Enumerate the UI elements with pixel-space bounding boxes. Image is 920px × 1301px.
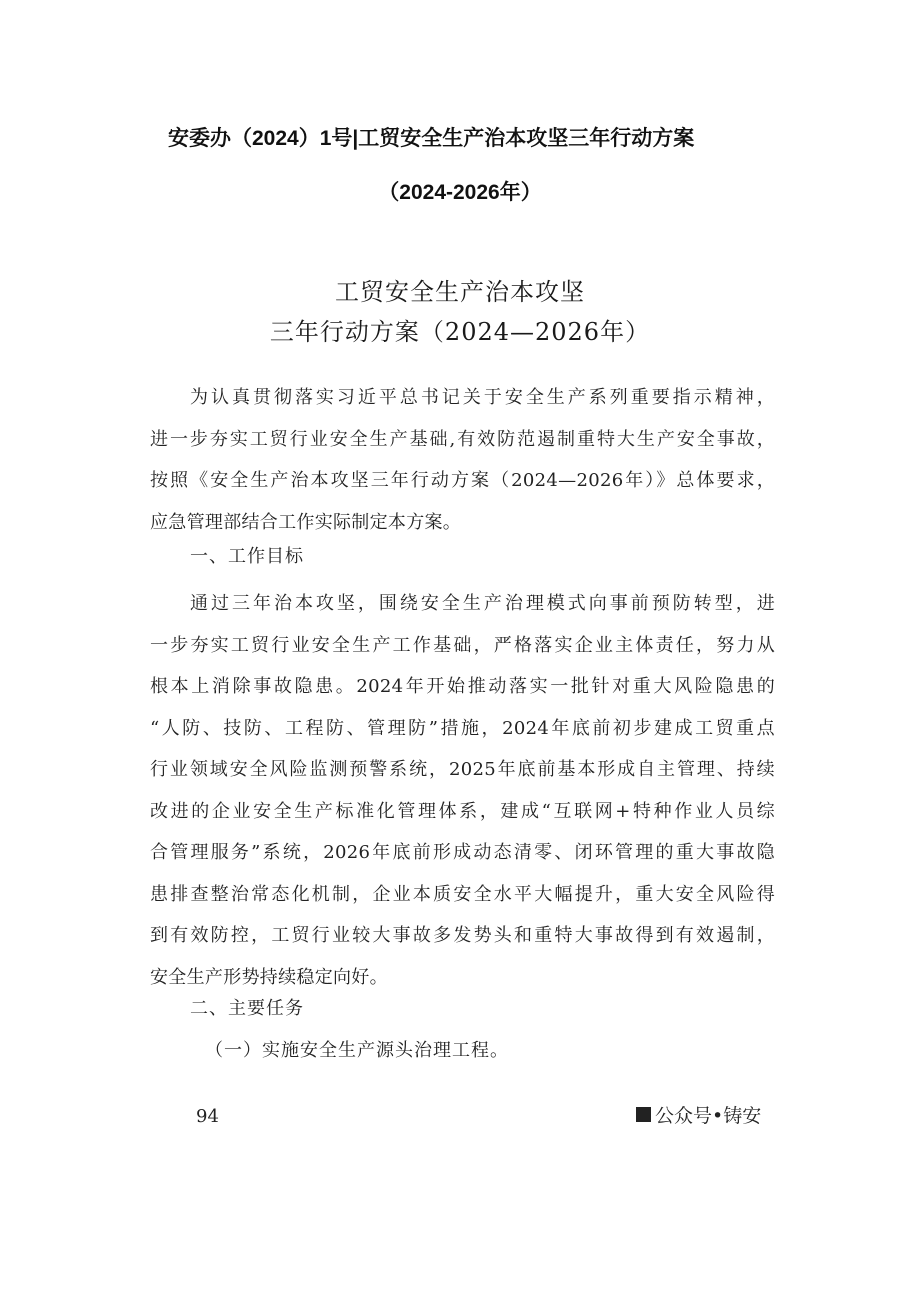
subsection-heading-source-governance: （一）实施安全生产源头治理工程。 — [205, 1040, 509, 1061]
paragraph-line: 安全生产形势持续稳定向好。 — [150, 966, 388, 988]
paragraph-line: 改进的企业安全生产标准化管理体系，建成“互联网+特种作业人员综 — [150, 800, 775, 822]
document-title-line-2: 三年行动方案（2024—2026年） — [269, 318, 651, 346]
section-heading-main-tasks: 二、主要任务 — [190, 998, 304, 1019]
intro-paragraph — [150, 377, 775, 543]
work-goals-paragraph — [150, 583, 775, 998]
section-heading-work-goals: 一、工作目标 — [190, 546, 304, 567]
black-square-icon — [636, 1107, 651, 1122]
paragraph-line: 合管理服务”系统，2026年底前形成动态清零、闭环管理的重大事故隐 — [150, 842, 775, 863]
paragraph-line: 患排查整治常态化机制，企业本质安全水平大幅提升，重大安全风险得 — [150, 883, 775, 905]
paragraph-line: 为认真贯彻落实习近平总书记关于安全生产系列重要指示精神， — [190, 387, 775, 408]
header-line-1: 安委办（2024）1号|工贸安全生产治本攻坚三年行动方案 — [168, 127, 695, 150]
paragraph-line: 应急管理部结合工作实际制定本方案。 — [150, 511, 462, 533]
watermark — [636, 1101, 761, 1128]
page-number: 94 — [196, 1106, 219, 1127]
paragraph-line: 按照《安全生产治本攻坚三年行动方案（2024—2026年）》总体要求， — [150, 470, 775, 491]
paragraph-line: 行业领域安全风险监测预警系统，2025年底前基本形成自主管理、持续 — [150, 759, 775, 780]
paragraph-line: “人防、技防、工程防、管理防”措施，2024年底前初步建成工贸重点 — [150, 717, 775, 739]
paragraph-line: 一步夯实工贸行业安全生产工作基础，严格落实企业主体责任，努力从 — [150, 634, 775, 656]
watermark-text: 公众号•铸安 — [655, 1105, 762, 1127]
header-line-2: （2024-2026年） — [378, 181, 542, 204]
paragraph-line: 根本上消除事故隐患。2024年开始推动落实一批针对重大风险隐患的 — [150, 676, 775, 697]
document-title-line-1: 工贸安全生产治本攻坚 — [335, 278, 585, 306]
paragraph-line: 进一步夯实工贸行业安全生产基础,有效防范遏制重特大生产安全事故， — [150, 428, 775, 450]
paragraph-line: 到有效防控，工贸行业较大事故多发势头和重特大事故得到有效遏制， — [150, 925, 775, 946]
paragraph-line: 通过三年治本攻坚，围绕安全生产治理模式向事前预防转型，进 — [190, 593, 775, 614]
